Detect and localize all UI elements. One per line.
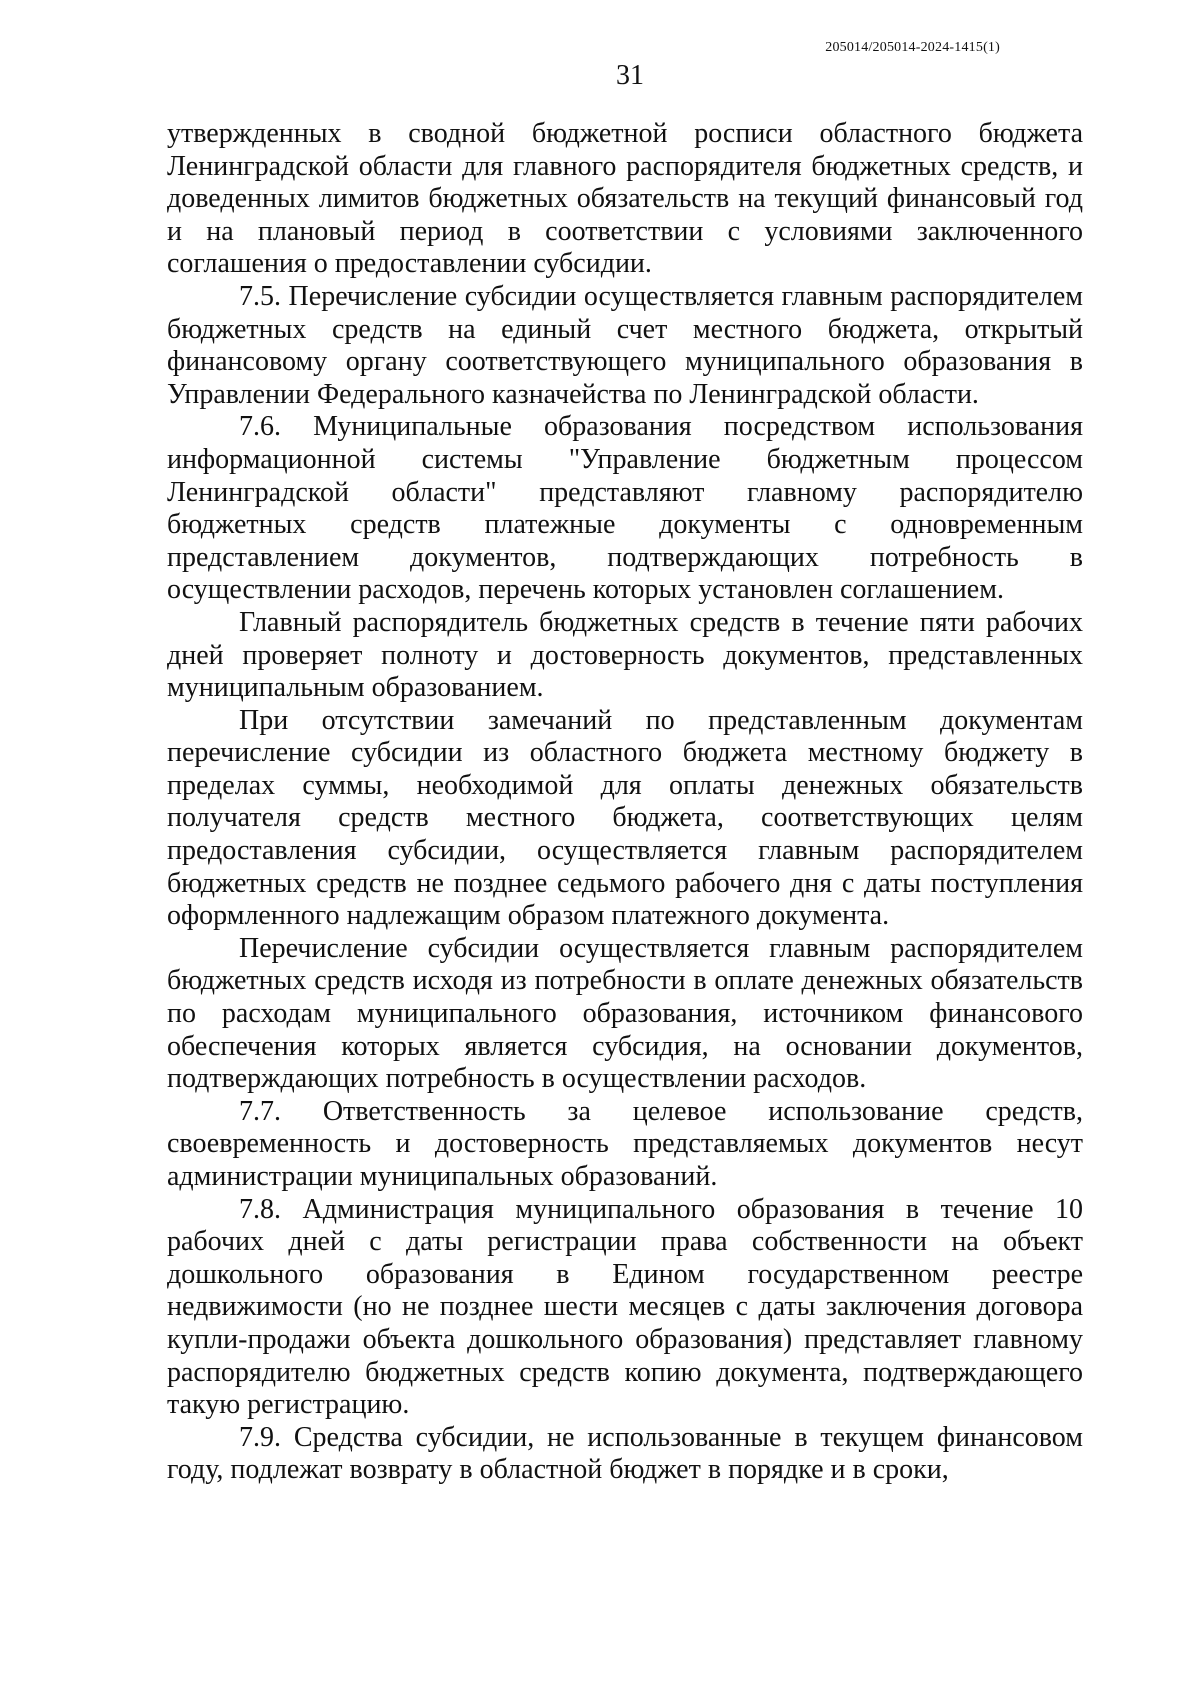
paragraph-7-7: 7.7. Ответственность за целевое использование средств, своевременность и достоверность представляемых документов несут администрации муниципальных образований.	[167, 1095, 1083, 1192]
paragraph-7-6: 7.6. Муниципальные образования посредством использования информационной системы "Управление бюджетным процессом Ленинградской области" представляют главному распорядителю бюджетных средств платежные документы с одновременным представлением документов, подтверждающих потребность в осуществлении расходов, перечень которых установлен соглашением.	[167, 411, 1083, 606]
document-body	[167, 118, 1083, 1487]
paragraph-7-9: 7.9. Средства субсидии, не использованные в текущем финансовом году, подлежат возврату в областной бюджет в порядке и в сроки,	[167, 1421, 1083, 1486]
paragraph-continuation: утвержденных в сводной бюджетной росписи областного бюджета Ленинградской области для главного распорядителя бюджетных средств, и доведенных лимитов бюджетных обязательств на текущий финансовый год и на плановый период в соответствии с условиями заключенного соглашения о предоставлении субсидии.	[167, 118, 1083, 280]
paragraph-document-check: Главный распорядитель бюджетных средств в течение пяти рабочих дней проверяет полноту и достоверность документов, представленных муниципальным образованием.	[167, 606, 1083, 704]
document-id: 205014/205014-2024-1415(1)	[825, 40, 1000, 55]
paragraph-transfer-basis: Перечисление субсидии осуществляется главным распорядителем бюджетных средств исходя из потребности в оплате денежных обязательств по расходам муниципального образования, источником финансового обеспечения которых является субсидия, на основании документов, подтверждающих потребность в осуществлении расходов.	[167, 932, 1083, 1095]
paragraph-7-5: 7.5. Перечисление субсидии осуществляется главным распорядителем бюджетных средств на единый счет местного бюджета, открытый финансовому органу соответствующего муниципального образования в Управлении Федерального казначейства по Ленинградской области.	[167, 280, 1083, 410]
page-number: 31	[616, 60, 644, 91]
paragraph-7-8: 7.8. Администрация муниципального образования в течение 10 рабочих дней с даты регистрации права собственности на объект дошкольного образования в Едином государственном реестре недвижимости (но не позднее шести месяцев с даты заключения договора купли-продажи объекта дошкольного образования) представляет главному распорядителю бюджетных средств копию документа, подтверждающего такую регистрацию.	[167, 1193, 1083, 1421]
paragraph-transfer-deadline: При отсутствии замечаний по представленным документам перечисление субсидии из областного бюджета местному бюджету в пределах суммы, необходимой для оплаты денежных обязательств получателя средств местного бюджета, соответствующих целям предоставления субсидии, осуществляется главным распорядителем бюджетных средств не позднее седьмого рабочего дня с даты поступления оформленного надлежащим образом платежного документа.	[167, 704, 1083, 932]
